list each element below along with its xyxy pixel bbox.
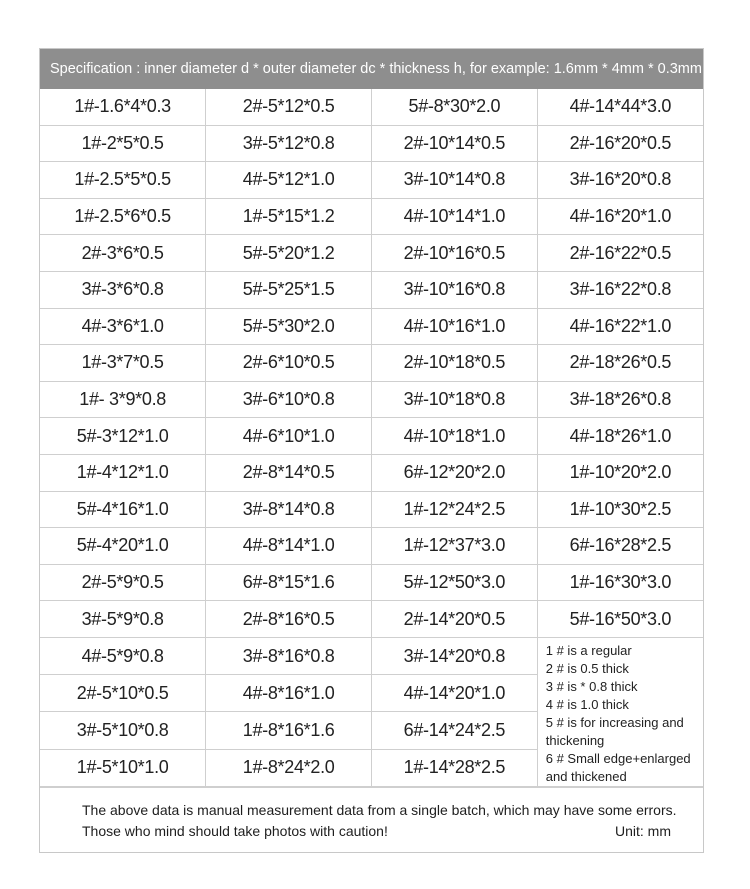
size-table [40,89,703,787]
size-cell: 2#-10*14*0.5 [372,125,538,162]
size-cell: 1#-3*7*0.5 [40,345,206,382]
size-cell: 4#-3*6*1.0 [40,308,206,345]
size-cell: 6#-16*28*2.5 [537,528,703,565]
table-row [40,418,703,455]
size-cell: 3#-5*10*0.8 [40,712,206,749]
size-cell: 4#-16*20*1.0 [537,198,703,235]
size-cell: 3#-5*12*0.8 [206,125,372,162]
disclaimer-line-1: The above data is manual measurement data from a single batch, which may have some errors. [82,801,677,818]
table-row [40,564,703,601]
size-cell: 1#-4*12*1.0 [40,454,206,491]
legend-note: 6 # Small edge+enlarged and thickened [545,750,691,784]
thickness-legend [537,637,703,786]
size-cell: 4#-18*26*1.0 [537,418,703,455]
size-cell: 1#-2*5*0.5 [40,125,206,162]
size-cell: 1#-8*24*2.0 [206,749,372,786]
table-row [40,637,703,674]
size-cell: 1#-12*24*2.5 [372,491,538,528]
size-cell: 2#-8*14*0.5 [206,454,372,491]
size-cell: 1#-10*30*2.5 [537,491,703,528]
size-cell: 1#-8*16*1.6 [206,712,372,749]
legend-note: 4 # is 1.0 thick [545,696,629,712]
table-row [40,308,703,345]
table-row [40,381,703,418]
size-cell: 6#-12*20*2.0 [372,454,538,491]
size-cell: 2#-10*18*0.5 [372,345,538,382]
size-cell: 4#-5*12*1.0 [206,162,372,199]
size-cell: 5#-4*16*1.0 [40,491,206,528]
size-cell: 1#-12*37*3.0 [372,528,538,565]
size-cell: 4#-5*9*0.8 [40,637,206,674]
size-cell: 2#-16*22*0.5 [537,235,703,272]
table-row [40,125,703,162]
size-cell: 3#-3*6*0.8 [40,271,206,308]
size-cell: 4#-16*22*1.0 [537,308,703,345]
size-cell: 3#-16*20*0.8 [537,162,703,199]
size-cell: 3#-8*14*0.8 [206,491,372,528]
size-cell: 2#-5*10*0.5 [40,675,206,712]
size-cell: 5#-5*20*1.2 [206,235,372,272]
table-row [40,345,703,382]
disclaimer-line-2: Those who mind should take photos with caution! [82,822,388,839]
size-cell: 4#-8*16*1.0 [206,675,372,712]
table-row [40,162,703,199]
size-cell: 4#-10*16*1.0 [372,308,538,345]
size-cell: 3#-14*20*0.8 [372,637,538,674]
size-cell: 1#-14*28*2.5 [372,749,538,786]
legend-note: 1 # is a regular [545,642,632,658]
size-cell: 2#-18*26*0.5 [537,345,703,382]
table-row [40,89,703,125]
size-cell: 1#-5*15*1.2 [206,198,372,235]
size-cell: 5#-12*50*3.0 [372,564,538,601]
size-cell: 5#-8*30*2.0 [372,89,538,125]
size-cell: 6#-14*24*2.5 [372,712,538,749]
size-cell: 6#-8*15*1.6 [206,564,372,601]
table-row [40,271,703,308]
table-row [40,528,703,565]
legend-note: 2 # is 0.5 thick [545,660,629,676]
specification-header: Specification : inner diameter d * outer diameter dc * thickness h, for example: 1.6mm * 4mm * 0.3mm [40,49,703,89]
size-cell: 4#-10*14*1.0 [372,198,538,235]
table-row [40,235,703,272]
legend-note: 5 # is for increasing and thickening [545,714,684,748]
size-cell: 5#-5*30*2.0 [206,308,372,345]
size-cell: 1#-2.5*5*0.5 [40,162,206,199]
size-cell: 4#-14*44*3.0 [537,89,703,125]
size-cell: 3#-10*14*0.8 [372,162,538,199]
size-cell: 3#-6*10*0.8 [206,381,372,418]
size-cell: 2#-6*10*0.5 [206,345,372,382]
size-cell: 1#-10*20*2.0 [537,454,703,491]
size-cell: 2#-5*9*0.5 [40,564,206,601]
size-cell: 3#-10*18*0.8 [372,381,538,418]
size-cell: 3#-10*16*0.8 [372,271,538,308]
size-cell: 2#-5*12*0.5 [206,89,372,125]
table-row [40,601,703,638]
unit-label: Unit: mm [615,822,671,839]
size-cell: 4#-10*18*1.0 [372,418,538,455]
size-cell: 3#-8*16*0.8 [206,637,372,674]
size-cell: 4#-6*10*1.0 [206,418,372,455]
size-cell: 3#-5*9*0.8 [40,601,206,638]
size-cell: 3#-16*22*0.8 [537,271,703,308]
table-row [40,491,703,528]
legend-note: 3 # is * 0.8 thick [545,678,638,694]
size-cell: 5#-3*12*1.0 [40,418,206,455]
size-cell: 3#-18*26*0.8 [537,381,703,418]
size-cell: 5#-5*25*1.5 [206,271,372,308]
size-cell: 2#-8*16*0.5 [206,601,372,638]
size-cell: 5#-4*20*1.0 [40,528,206,565]
size-cell: 1#-2.5*6*0.5 [40,198,206,235]
size-cell: 2#-14*20*0.5 [372,601,538,638]
size-cell: 4#-14*20*1.0 [372,675,538,712]
size-cell: 4#-8*14*1.0 [206,528,372,565]
size-cell: 1#-5*10*1.0 [40,749,206,786]
size-table-body [40,89,703,786]
size-cell: 2#-16*20*0.5 [537,125,703,162]
spec-sheet [39,48,704,853]
size-cell: 2#-3*6*0.5 [40,235,206,272]
size-cell: 1#-16*30*3.0 [537,564,703,601]
size-cell: 1#-1.6*4*0.3 [40,89,206,125]
table-row [40,454,703,491]
size-cell: 5#-16*50*3.0 [537,601,703,638]
table-row [40,198,703,235]
footer [40,787,703,852]
size-cell: 1#- 3*9*0.8 [40,381,206,418]
size-cell: 2#-10*16*0.5 [372,235,538,272]
